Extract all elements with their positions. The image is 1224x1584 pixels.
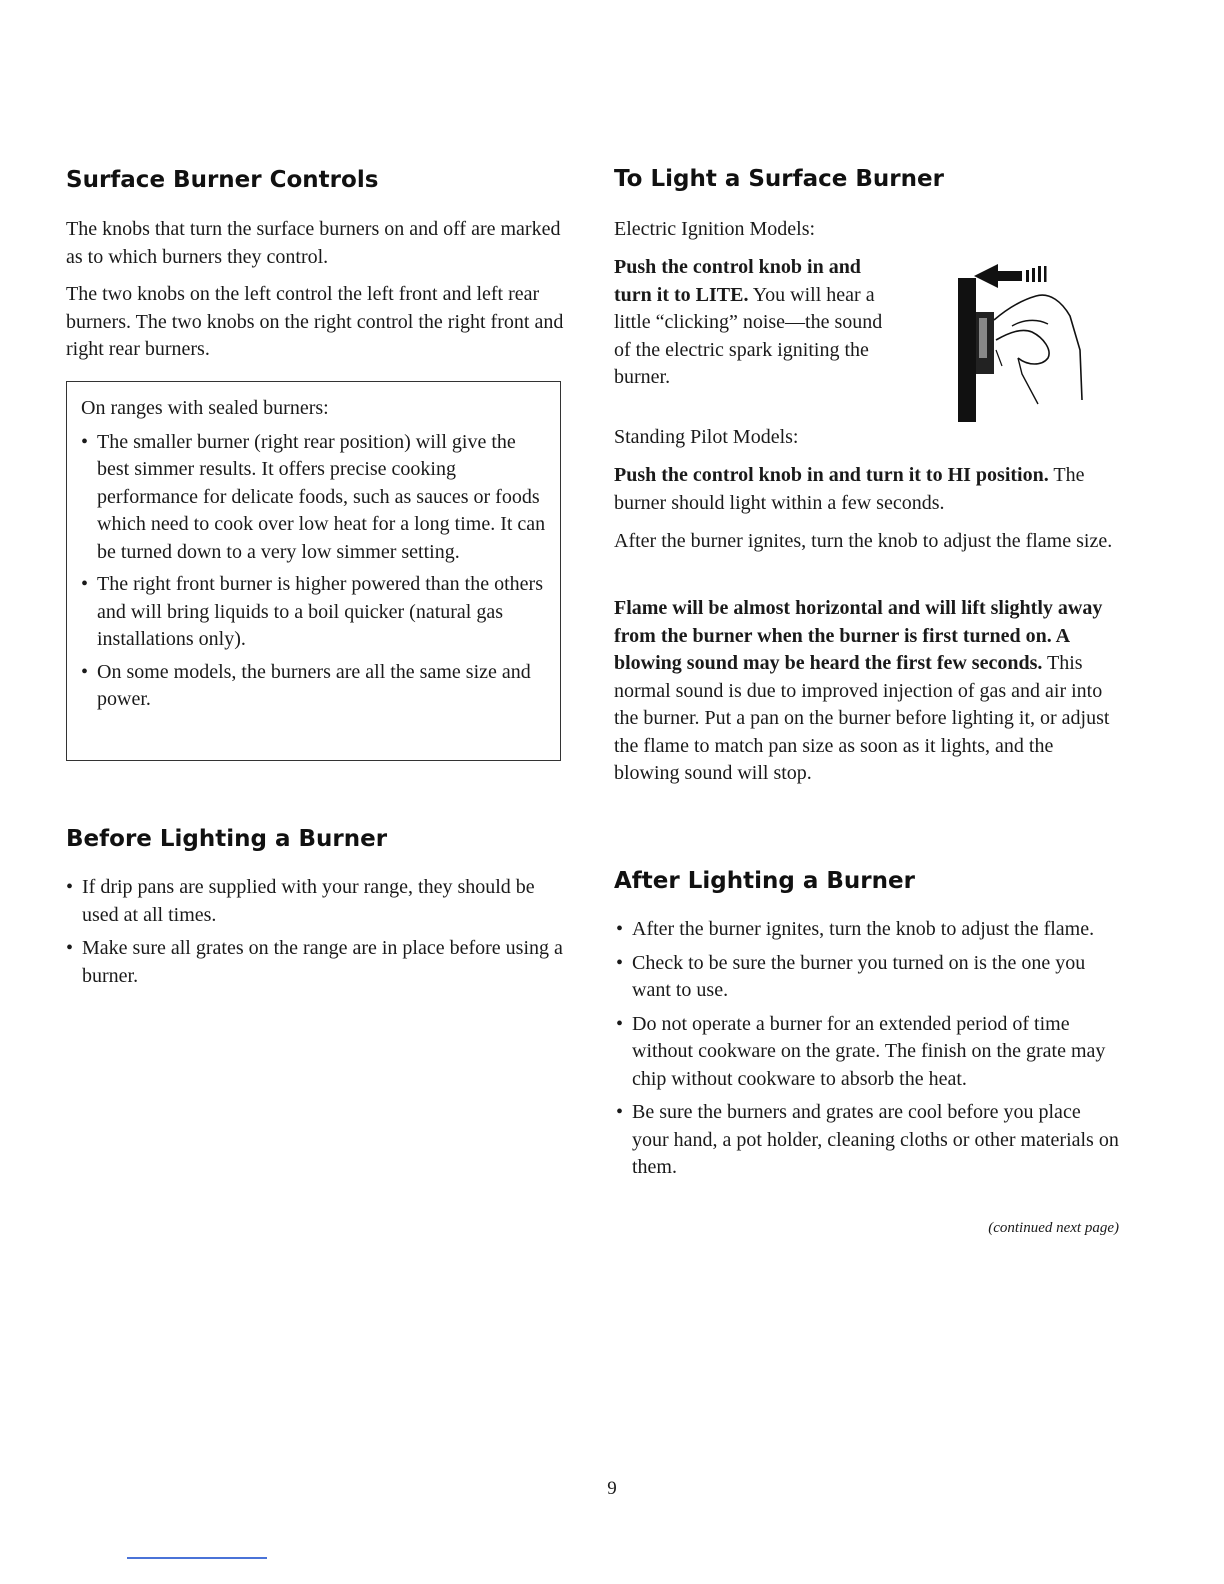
sealed-burners-note — [66, 381, 561, 761]
heading-before-lighting: Before Lighting a Burner — [66, 826, 388, 852]
flame-paragraph — [614, 595, 1119, 788]
before-lighting-list — [66, 874, 566, 996]
note-list — [81, 429, 548, 714]
flame-bold-text: Flame will be almost horizontal and will lift slightly away from the burner when the burner is first turned on. A blowing sound may be heard the first few seconds. — [614, 597, 1103, 674]
list-item: • Do not operate a burner for an extended period of time without cookware on the grate. The finish on the grate may chip without cookware to absorb the heat. — [616, 1011, 1119, 1094]
list-item: • Be sure the burners and grates are cool before you place your hand, a pot holder, cleaning cloths or other materials on them. — [616, 1099, 1119, 1182]
continued-next-page: (continued next page) — [988, 1220, 1119, 1236]
page-number: 9 — [607, 1478, 617, 1499]
paragraph-knob-positions: The two knobs on the left control the left front and left rear burners. The two knobs on the right control the right front and right rear burners. — [66, 283, 564, 360]
after-lighting-list — [616, 916, 1119, 1188]
electric-bold-text: Push the control knob in and turn it to LITE. — [614, 256, 861, 306]
list-item: • On some models, the burners are all the same size and power. — [81, 659, 548, 714]
flame-text: This normal sound is due to improved injection of gas and air into the burner. Put a pan on the burner before lighting it, or adjust the flame to match pan size as soon as it lights, and the blowing sound will stop. — [614, 652, 1110, 784]
heading-surface-burner-controls: Surface Burner Controls — [66, 167, 379, 193]
paragraph-knobs-marked: The knobs that turn the surface burners on and off are marked as to which burners they control. — [66, 218, 561, 268]
list-item: • Make sure all grates on the range are in place before using a burner. — [66, 935, 566, 990]
electric-ignition-label: Electric Ignition Models: — [614, 218, 816, 240]
footer-rule — [127, 1557, 267, 1559]
heading-to-light: To Light a Surface Burner — [614, 166, 944, 192]
standing-pilot-label: Standing Pilot Models: — [614, 426, 799, 448]
standing-pilot-instructions — [614, 462, 1119, 517]
list-item: • If drip pans are supplied with your range, they should be used at all times. — [66, 874, 566, 929]
list-item: • After the burner ignites, turn the knob to adjust the flame. — [616, 916, 1119, 944]
standing-text: The burner should light within a few seconds. — [614, 464, 1085, 514]
hand-pushing-knob-icon — [952, 254, 1090, 424]
after-ignite-paragraph: After the burner ignites, turn the knob to adjust the flame size. — [614, 530, 1113, 552]
standing-bold-text: Push the control knob in and turn it to HI position. — [614, 464, 1049, 486]
electric-text: You will hear a little “clicking” noise—the sound of the electric spark igniting the burner. — [614, 283, 883, 388]
note-title: On ranges with sealed burners: — [81, 397, 329, 419]
list-item: • Check to be sure the burner you turned on is the one you want to use. — [616, 950, 1119, 1005]
list-item: • The right front burner is higher powered than the others and will bring liquids to a boil quicker (natural gas installations only). — [81, 571, 548, 654]
heading-after-lighting: After Lighting a Burner — [614, 868, 915, 894]
list-item: • The smaller burner (right rear position) will give the best simmer results. It offers precise cooking performance for delicate foods, such as sauces or foods which need to cook over low heat for a long time. It can be turned down to a very low simmer setting. — [81, 429, 548, 567]
electric-ignition-instructions — [614, 254, 894, 392]
